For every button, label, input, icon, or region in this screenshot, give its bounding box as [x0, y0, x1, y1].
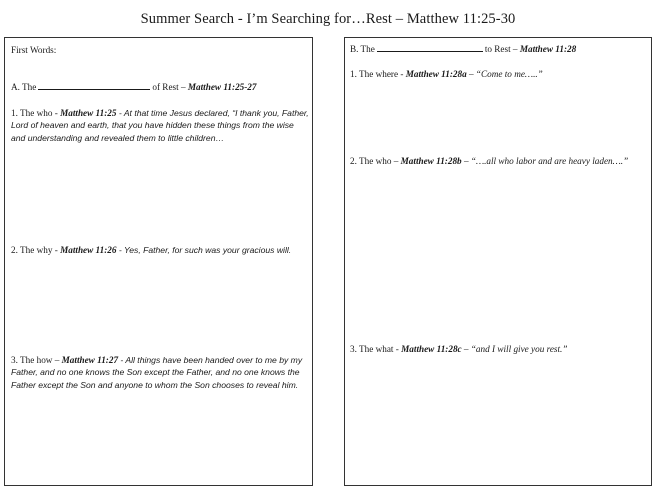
right-point-3-dash: –: [461, 344, 469, 354]
left-point-3-label: 3. The how –: [11, 355, 60, 365]
section-b-suffix: to Rest –: [484, 44, 518, 54]
right-point-1-dash: –: [466, 69, 474, 79]
right-point-1: [350, 68, 646, 80]
right-point-2-quote: “….all who labor and are heavy laden….”: [468, 156, 629, 166]
right-point-3-ref: Matthew 11:28c: [401, 344, 462, 354]
right-point-1-quote: “Come to me…..”: [473, 69, 543, 79]
left-point-1-ref: Matthew 11:25: [60, 108, 117, 118]
right-point-1-label: 1. The where -: [350, 69, 404, 79]
right-point-1-ref: Matthew 11:28a: [405, 69, 467, 79]
left-point-2-text: - Yes, Father, for such was your gracious will.: [116, 245, 292, 255]
section-b-blank: [377, 43, 483, 52]
right-notes-panel: [344, 37, 652, 486]
section-b-ref: Matthew 11:28: [519, 44, 577, 54]
section-a-heading: [11, 81, 257, 93]
left-point-3-text: - All things have been handed over to me by my Father, and no one knows the Son except the Father, and no one knows the Father except the Son and anyone to whom the Son chooses to reveal him.: [11, 355, 303, 390]
section-a-blank: [38, 81, 150, 90]
left-point-3: [11, 354, 311, 391]
left-point-2-label: 2. The why -: [11, 245, 58, 255]
right-point-3-quote: “and I will give you rest.”: [468, 344, 568, 354]
section-b-heading: [350, 43, 576, 55]
section-a-prefix: A. The: [11, 82, 37, 92]
left-point-2: [11, 244, 309, 256]
right-point-2: [350, 155, 646, 167]
left-point-3-ref: Matthew 11:27: [61, 355, 119, 365]
page-title: Summer Search - I’m Searching for…Rest – Matthew 11:25-30: [140, 11, 516, 27]
right-point-2-ref: Matthew 11:28b: [400, 156, 462, 166]
left-point-2-ref: Matthew 11:26: [60, 245, 117, 255]
section-a-suffix: of Rest –: [152, 82, 186, 92]
left-point-1-label: 1. The who -: [11, 108, 58, 118]
left-point-1-text: - At that time Jesus declared, “I thank you, Father, Lord of heaven and earth, that you have hidden these things from the wise and understanding and revealed them to little children…: [11, 108, 309, 143]
right-point-3-label: 3. The what -: [350, 344, 399, 354]
left-point-1: [11, 107, 309, 144]
left-notes-panel: [4, 37, 313, 486]
first-words-label: First Words:: [11, 45, 57, 55]
section-a-ref: Matthew 11:25-27: [187, 82, 257, 92]
right-point-2-dash: –: [461, 156, 469, 166]
right-point-3: [350, 343, 646, 355]
section-b-prefix: B. The: [350, 44, 375, 54]
right-point-2-label: 2. The who –: [350, 156, 399, 166]
